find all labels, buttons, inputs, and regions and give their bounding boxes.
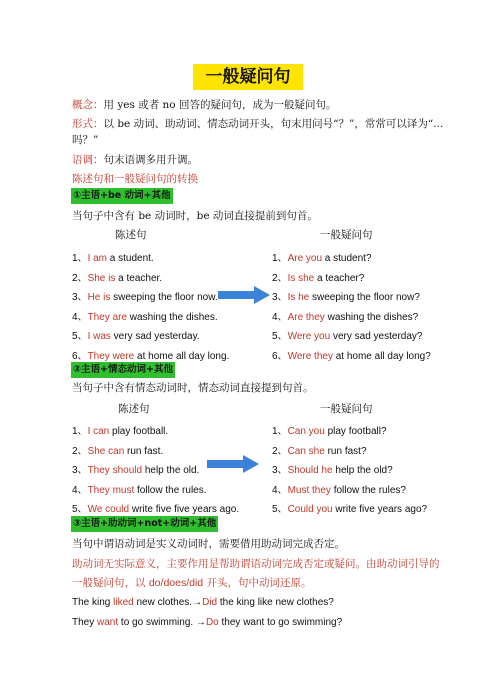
row-highlight: They must xyxy=(87,484,135,496)
intonation-label: 语调： xyxy=(72,154,104,166)
row-highlight: Could you xyxy=(287,504,333,515)
row-rest: run fast? xyxy=(324,445,367,457)
row-number: 1、 xyxy=(272,426,288,437)
row-highlight: I am xyxy=(87,253,108,264)
section1-right-row xyxy=(272,327,422,342)
section1-right-header: 一般疑问句 xyxy=(320,229,373,241)
section2-tag: ②主语+情态动词+其他 xyxy=(71,362,175,378)
concept-label: 概念： xyxy=(72,99,104,111)
row-number: 6、 xyxy=(72,350,88,362)
row-highlight: I was xyxy=(87,331,111,342)
row-rest: washing the dishes. xyxy=(127,311,218,323)
section1-left-row xyxy=(72,308,218,323)
row-rest: run fast. xyxy=(124,445,164,457)
arrow-right-icon xyxy=(218,286,270,304)
note-text-a: 一般疑问句，以 xyxy=(72,577,149,589)
row-highlight: Are you xyxy=(287,253,323,264)
section1-right-row xyxy=(272,288,420,303)
row-number: 4、 xyxy=(72,311,88,323)
row-number: 5、 xyxy=(272,504,288,515)
row-rest: at home all day long? xyxy=(332,350,431,362)
section2-left-row xyxy=(72,442,163,457)
section1-right-row xyxy=(272,269,364,284)
section2-right-row xyxy=(272,461,393,476)
row-rest: a student. xyxy=(107,253,154,264)
row-rest: sweeping the floor now? xyxy=(309,292,420,303)
section2-right-row xyxy=(272,500,427,515)
row-highlight: Can she xyxy=(287,445,325,457)
row-highlight: We could xyxy=(87,504,130,515)
row-number: 2、 xyxy=(272,445,288,457)
section2-desc: 当句子中含有情态动词时，情态动词直接提到句首。 xyxy=(72,382,314,394)
row-rest: very sad yesterday. xyxy=(110,331,200,342)
row-highlight: He is xyxy=(87,292,111,303)
row-highlight: They should xyxy=(87,465,143,476)
row-highlight: Were you xyxy=(287,331,331,342)
row-highlight: Is she xyxy=(287,272,315,284)
intonation-line xyxy=(72,153,198,167)
ex2-a: They xyxy=(72,617,98,628)
section1-tag: ①主语+be 动词+其他 xyxy=(71,188,173,204)
row-number: 5、 xyxy=(72,331,88,342)
row-number: 5、 xyxy=(72,504,88,515)
section1-left-row xyxy=(72,327,200,342)
ex1-c: new clothes. xyxy=(133,597,193,608)
row-number: 5、 xyxy=(272,331,288,342)
note-aux-verbs: do/does/did xyxy=(148,577,204,589)
note-text-c: 开头，句中动词还原。 xyxy=(203,577,312,589)
row-number: 2、 xyxy=(72,272,88,284)
form-line xyxy=(72,117,443,131)
row-number: 2、 xyxy=(72,445,88,457)
row-rest: play football. xyxy=(109,426,169,437)
section2-right-row xyxy=(272,442,367,457)
row-number: 3、 xyxy=(72,292,88,303)
row-rest: sweeping the floor now. xyxy=(110,292,218,303)
ex1-a: The king xyxy=(72,597,114,608)
row-rest: a teacher? xyxy=(314,272,365,284)
section2-left-row xyxy=(72,500,239,515)
row-rest: help the old. xyxy=(142,465,200,476)
section1-right-row xyxy=(272,347,431,362)
example-1 xyxy=(72,597,334,608)
section3-note-1: 助动词无实际意义，主要作用是帮助谓语动词完成否定或疑问。由助动词引导的 xyxy=(72,558,440,570)
section3-desc: 当句中谓语动词是实义动词时，需要借用助动词完成否定。 xyxy=(72,538,345,550)
row-rest: follow the rules. xyxy=(134,484,207,496)
row-highlight: Can you xyxy=(287,426,325,437)
section2-left-row xyxy=(72,481,207,496)
section1-right-row xyxy=(272,308,418,323)
ex1-e: the king like new clothes? xyxy=(217,597,334,608)
section2-left-header: 陈述句 xyxy=(118,403,150,415)
row-highlight: She can xyxy=(87,445,125,457)
ex2-c: to go swimming. xyxy=(118,617,194,628)
row-number: 4、 xyxy=(272,311,288,323)
row-rest: a student? xyxy=(322,253,372,264)
row-highlight: They were xyxy=(87,350,135,362)
row-number: 3、 xyxy=(72,465,88,476)
example-2 xyxy=(72,617,342,628)
section1-left-row xyxy=(72,269,162,284)
row-rest: a teacher. xyxy=(115,272,163,284)
row-rest: write five years ago? xyxy=(332,504,428,515)
concept-text: 用 yes 或者 no 回答的疑问句，成为一般疑问句。 xyxy=(103,99,337,111)
page-title: 一般疑问句 xyxy=(193,64,303,90)
row-highlight: I can xyxy=(87,426,110,437)
row-highlight: Should he xyxy=(287,465,333,476)
section1-desc: 当句子中含有 be 动词时，be 动词直接提前到句首。 xyxy=(72,210,318,222)
row-number: 1、 xyxy=(72,426,88,437)
row-highlight: Are they xyxy=(287,311,325,323)
section3-tag: ③主语+助动词+not+动词+其他 xyxy=(71,516,218,532)
concept-line xyxy=(72,98,336,112)
intonation-text: 句末语调多用升调。 xyxy=(103,154,198,166)
row-rest: play football? xyxy=(324,426,387,437)
row-rest: very sad yesterday? xyxy=(330,331,423,342)
section2-right-header: 一般疑问句 xyxy=(320,403,373,415)
row-highlight: Is he xyxy=(287,292,310,303)
row-rest: help the old? xyxy=(332,465,393,476)
section2-right-row xyxy=(272,481,406,496)
section1-right-row xyxy=(272,249,372,264)
ex2-e: they want to go swimming? xyxy=(218,617,343,628)
form-label: 形式： xyxy=(72,118,104,130)
row-number: 3、 xyxy=(272,292,288,303)
section2-left-row xyxy=(72,422,168,437)
section1-left-header: 陈述句 xyxy=(115,229,147,241)
row-number: 2、 xyxy=(272,272,288,284)
ex1-arrow: → xyxy=(192,597,203,608)
ex1-verb: liked xyxy=(113,597,134,608)
row-rest: write five five years ago. xyxy=(129,504,240,515)
row-rest: at home all day long. xyxy=(134,350,230,362)
section1-left-row xyxy=(72,288,218,303)
section1-left-row xyxy=(72,347,229,362)
section1-left-row xyxy=(72,249,154,264)
form-line-2: 吗？” xyxy=(72,134,99,146)
ex2-arrow: → xyxy=(193,617,206,628)
row-number: 4、 xyxy=(272,484,288,496)
section2-left-row xyxy=(72,461,199,476)
row-highlight: Were they xyxy=(287,350,333,362)
section2-right-row xyxy=(272,422,387,437)
section3-note-2 xyxy=(72,576,311,590)
row-number: 3、 xyxy=(272,465,288,476)
row-number: 1、 xyxy=(272,253,288,264)
ex2-aux: Do xyxy=(205,617,219,628)
row-rest: washing the dishes? xyxy=(324,311,419,323)
arrow-right-icon xyxy=(207,455,259,473)
transform-heading: 陈述句和一般疑问句的转换 xyxy=(72,173,198,185)
row-highlight: She is xyxy=(87,272,116,284)
form-text: 以 be 动词、助动词、情态动词开头，句末用问号“？”，常常可以译为“... xyxy=(103,118,444,130)
ex2-verb: want xyxy=(97,617,119,628)
ex1-aux: Did xyxy=(202,597,218,608)
row-number: 1、 xyxy=(72,253,88,264)
row-highlight: They are xyxy=(87,311,128,323)
row-number: 6、 xyxy=(272,350,288,362)
row-rest: follow the rules? xyxy=(330,484,406,496)
row-number: 4、 xyxy=(72,484,88,496)
row-highlight: Must they xyxy=(287,484,331,496)
